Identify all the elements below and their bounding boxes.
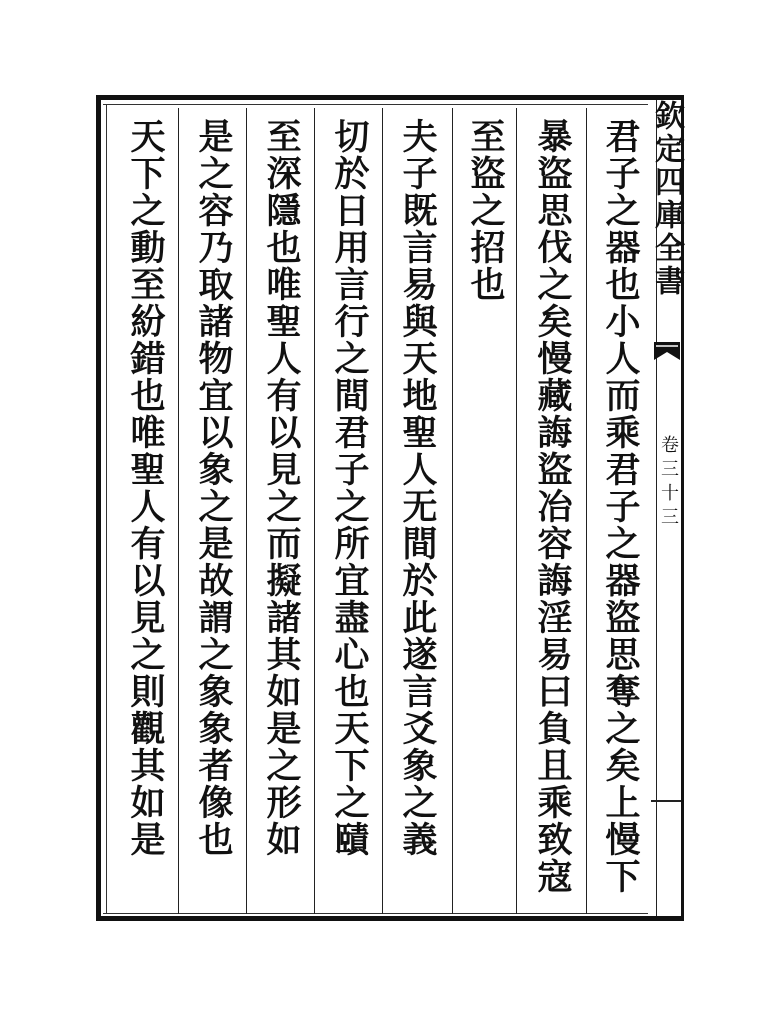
frame-inner-bottom-line	[103, 913, 648, 914]
fishtail-mark-icon	[652, 338, 682, 368]
text-column-8: 天下之動至紛錯也唯聖人有以見之則觀其如是	[125, 118, 166, 858]
column-rule	[246, 108, 247, 914]
text-column-7: 是之容乃取諸物宜以象之是故謂之象象者像也	[193, 118, 234, 858]
volume-label: 卷三十三	[658, 435, 679, 531]
text-column-3: 至盜之招也	[465, 118, 506, 303]
series-title: 欽定四庫全書	[649, 100, 684, 298]
text-column-4: 夫子既言易與天地聖人无間於此遂言爻象之義	[397, 118, 438, 858]
column-rule	[586, 108, 587, 914]
column-rule	[516, 108, 517, 914]
text-column-5: 切於日用言行之間君子之所宜盡心也天下之賾	[329, 118, 370, 858]
frame-inner-left-line	[106, 104, 107, 914]
column-rule	[452, 108, 453, 914]
text-column-1: 君子之器也小人而乘君子之器盜思奪之矣上慢下	[600, 118, 641, 895]
column-rule	[178, 108, 179, 914]
column-rule	[382, 108, 383, 914]
fore-edge-tick	[651, 800, 681, 802]
frame-inner-top-line	[103, 104, 648, 105]
text-column-6: 至深隱也唯聖人有以見之而擬諸其如是之形如	[261, 118, 302, 858]
text-column-2: 暴盜思伐之矣慢藏誨盜冶容誨淫易曰負且乘致寇	[532, 118, 573, 895]
column-rule	[314, 108, 315, 914]
